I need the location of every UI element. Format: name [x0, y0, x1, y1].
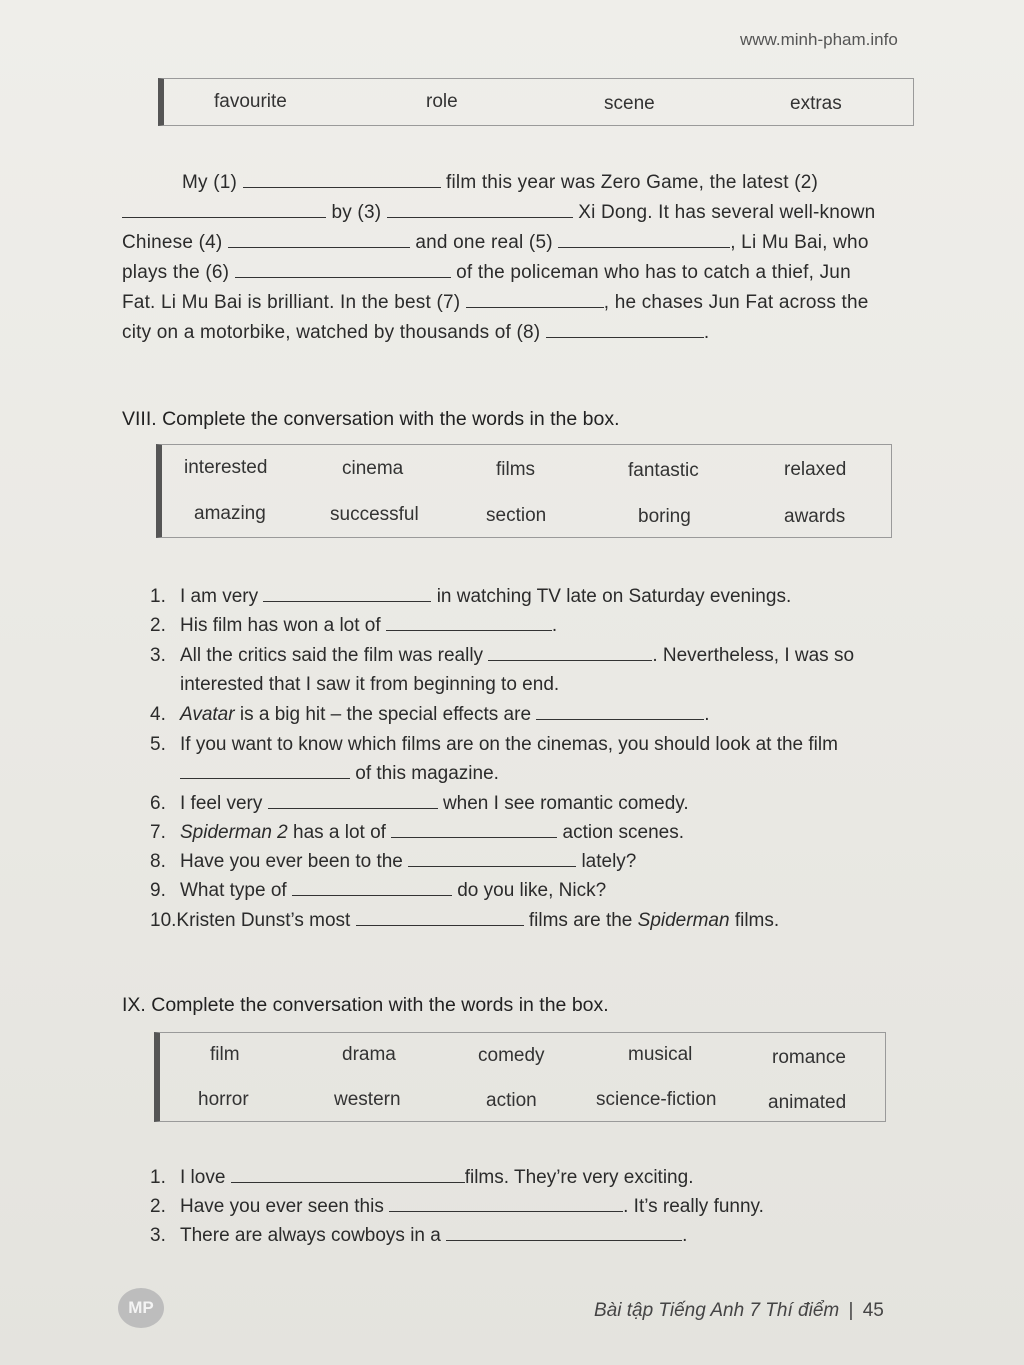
box-word: animated — [768, 1092, 847, 1113]
answer-blank[interactable] — [446, 1239, 682, 1241]
box-word: romance — [772, 1047, 846, 1068]
item-text: of this magazine. — [355, 763, 499, 784]
section-9-title: IX. Complete the conversation with the words in the box. — [122, 994, 609, 1016]
box-word: drama — [342, 1044, 396, 1065]
answer-blank[interactable] — [488, 659, 652, 661]
item-number: 3. — [150, 1225, 166, 1246]
passage-text: My (1) — [182, 172, 238, 193]
answer-blank[interactable] — [263, 600, 431, 602]
page-number: 45 — [862, 1300, 884, 1321]
section-8-title: VIII. Complete the conversation with the words in the box. — [122, 408, 620, 430]
passage-text: by (3) — [331, 202, 382, 223]
box-word: awards — [784, 506, 846, 527]
box-word: action — [486, 1090, 537, 1111]
item-text: Kristen Dunst’s most — [176, 910, 351, 931]
box-word: films — [496, 459, 536, 480]
item-text: do you like, Nick? — [457, 880, 607, 901]
box-word: amazing — [194, 503, 266, 524]
item-text: I love — [180, 1167, 226, 1188]
item-text: films. — [734, 910, 780, 931]
item-text: action scenes. — [562, 822, 684, 843]
blank-5[interactable] — [558, 246, 730, 248]
box-word: science-fiction — [596, 1089, 717, 1110]
item-text: films. They’re very exciting. — [464, 1167, 694, 1188]
item-number: 5. — [150, 734, 166, 755]
box-word: musical — [628, 1044, 693, 1065]
exercise-item-6 — [150, 793, 689, 815]
passage-text: Chinese (4) — [122, 232, 223, 253]
box-word: successful — [330, 504, 419, 525]
passage-text: Fat. Li Mu Bai is brilliant. In the best (7) — [122, 292, 461, 313]
item-text: His film has won a lot of — [180, 615, 381, 636]
item-number: 10. — [150, 910, 177, 931]
item-number: 7. — [150, 822, 166, 843]
item-text: If you want to know which films are on the cinemas, you should look at the film — [180, 734, 838, 755]
box-word: favourite — [214, 91, 287, 112]
item-text: What type of — [180, 880, 287, 901]
box-word: interested — [184, 457, 268, 478]
passage-text: film this year was Zero Game, the latest (2) — [446, 172, 819, 193]
box-word: comedy — [478, 1045, 545, 1066]
item-text: interested that I saw it from beginning to end. — [180, 674, 560, 695]
exercise-item-9 — [150, 880, 606, 902]
item-title-italic: Avatar — [180, 704, 235, 725]
item-text: I feel very — [180, 793, 263, 814]
box-word: western — [334, 1089, 401, 1110]
passage-text: Xi Dong. It has several well-known — [578, 202, 876, 223]
item-number: 3. — [150, 645, 166, 666]
passage-text: . — [703, 322, 710, 343]
item-text: in watching TV late on Saturday evenings. — [436, 586, 792, 607]
box-word: fantastic — [628, 460, 699, 481]
publisher-logo: MP — [118, 1288, 164, 1328]
exercise-item-2 — [150, 615, 557, 637]
item-number: 1. — [150, 586, 166, 607]
exercise-item-7 — [150, 822, 684, 844]
item-text: lately? — [581, 851, 637, 872]
exercise-9-item-2 — [150, 1196, 764, 1218]
word-box-9 — [154, 1032, 886, 1122]
item-text: Have you ever seen this — [180, 1196, 384, 1217]
answer-blank[interactable] — [292, 894, 452, 896]
item-text: when I see romantic comedy. — [442, 793, 689, 814]
box-word: cinema — [342, 458, 404, 479]
site-url: www.minh-pham.info — [740, 30, 898, 49]
item-number: 2. — [150, 615, 166, 636]
passage-text: of the policeman who has to catch a thief, Jun — [456, 262, 851, 283]
passage-line-4 — [122, 262, 851, 284]
book-title: Bài tập Tiếng Anh 7 Thí điểm — [594, 1300, 840, 1321]
passage-text: , he chases Jun Fat across the — [603, 292, 869, 313]
answer-blank[interactable] — [386, 629, 552, 631]
answer-blank[interactable] — [536, 718, 704, 720]
answer-blank[interactable] — [180, 777, 350, 779]
item-text: has a lot of — [293, 822, 386, 843]
answer-blank[interactable] — [231, 1181, 465, 1183]
item-text: . — [682, 1225, 688, 1246]
item-number: 9. — [150, 880, 166, 901]
exercise-item-1 — [150, 586, 791, 608]
answer-blank[interactable] — [389, 1210, 623, 1212]
box-word: boring — [638, 506, 691, 527]
answer-blank[interactable] — [268, 807, 438, 809]
box-word: scene — [604, 93, 655, 114]
blank-4[interactable] — [228, 246, 410, 248]
passage-text: , Li Mu Bai, who — [730, 232, 869, 253]
exercise-item-5-cont — [180, 763, 499, 785]
answer-blank[interactable] — [408, 865, 576, 867]
exercise-item-5 — [150, 734, 838, 756]
footer-separator: | — [848, 1300, 854, 1321]
page-footer — [594, 1300, 884, 1322]
answer-blank[interactable] — [391, 836, 557, 838]
blank-8[interactable] — [546, 336, 704, 338]
passage-line-6 — [122, 322, 709, 344]
item-title-italic: Spiderman — [637, 910, 730, 931]
exercise-item-4 — [150, 704, 710, 726]
box-word: film — [210, 1044, 240, 1065]
box-word: relaxed — [784, 459, 847, 480]
answer-blank[interactable] — [356, 924, 524, 926]
exercise-item-8 — [150, 851, 636, 873]
item-number: 1. — [150, 1167, 166, 1188]
item-text: . — [551, 615, 558, 636]
passage-line-5 — [122, 292, 869, 314]
item-text: All the critics said the film was really — [180, 645, 484, 666]
passage-text: plays the (6) — [122, 262, 230, 283]
item-text: . It’s really funny. — [623, 1196, 764, 1217]
item-number: 2. — [150, 1196, 166, 1217]
blank-6[interactable] — [235, 276, 451, 278]
item-text: is a big hit – the special effects are — [239, 704, 532, 725]
item-text: . Nevertheless, I was so — [652, 645, 855, 666]
word-box-8 — [156, 444, 892, 538]
exercise-9-item-3 — [150, 1225, 687, 1247]
passage-text: and one real (5) — [415, 232, 553, 253]
box-word: horror — [198, 1089, 249, 1110]
box-word: role — [426, 91, 458, 112]
passage-line-2 — [122, 202, 875, 224]
exercise-item-3 — [150, 645, 854, 667]
box-word: extras — [790, 93, 842, 114]
exercise-item-3-cont — [180, 674, 559, 696]
item-number: 8. — [150, 851, 166, 872]
item-text: . — [704, 704, 710, 725]
box-word: section — [486, 505, 547, 526]
passage-line-1 — [182, 172, 818, 194]
item-text: There are always cowboys in a — [180, 1225, 441, 1246]
exercise-item-10 — [150, 910, 779, 932]
blank-7[interactable] — [466, 306, 604, 308]
item-text: films are the — [528, 910, 633, 931]
item-number: 6. — [150, 793, 166, 814]
item-number: 4. — [150, 704, 166, 725]
item-text: Have you ever been to the — [180, 851, 403, 872]
item-text: I am very — [180, 586, 259, 607]
blank-2[interactable] — [122, 216, 326, 218]
word-box-7 — [158, 78, 914, 126]
blank-1[interactable] — [243, 186, 441, 188]
blank-3[interactable] — [387, 216, 573, 218]
passage-line-3 — [122, 232, 869, 254]
passage-text: city on a motorbike, watched by thousands of (8) — [122, 322, 541, 343]
item-title-italic: Spiderman 2 — [180, 822, 288, 843]
exercise-9-item-1 — [150, 1167, 693, 1189]
